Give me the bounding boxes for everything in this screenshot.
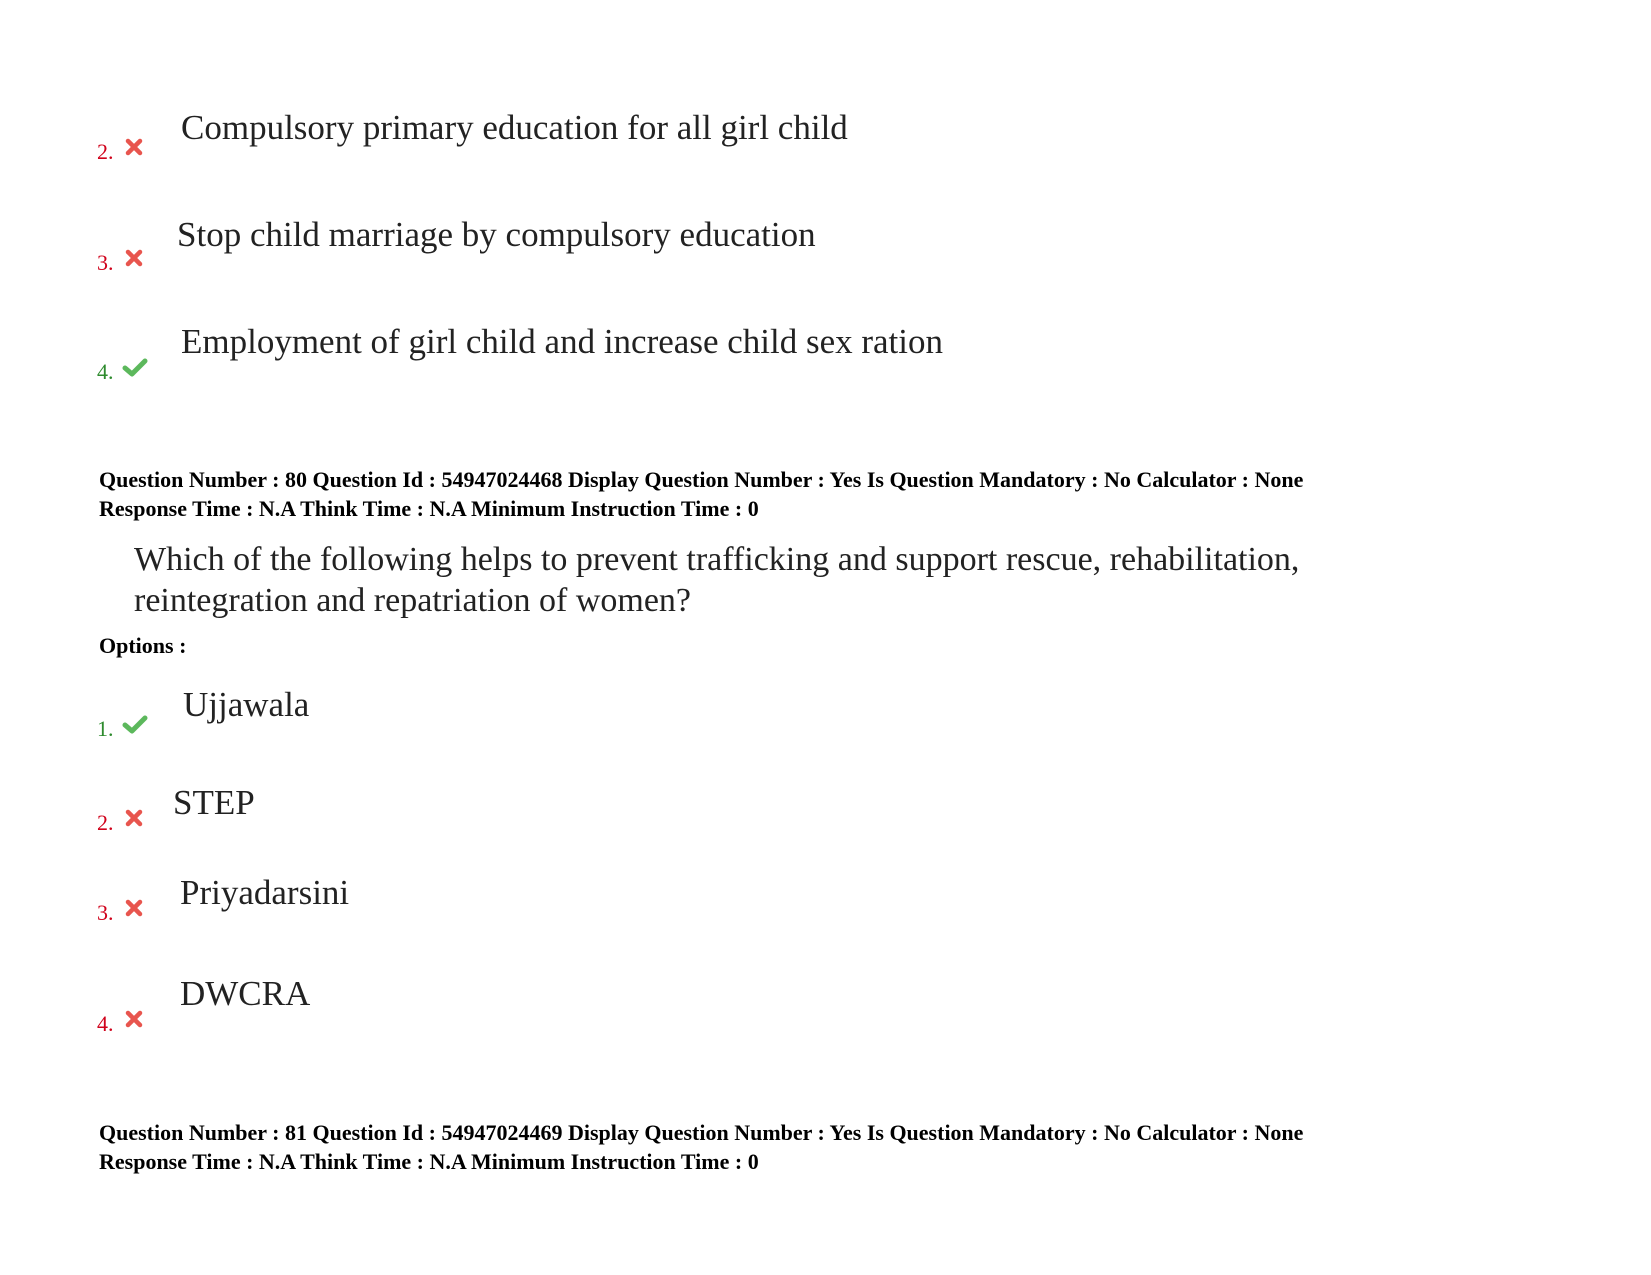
option-text: Stop child marriage by compulsory education [177, 215, 816, 254]
option-number: 3. [97, 250, 114, 275]
option-text: Priyadarsini [180, 873, 350, 912]
check-icon [122, 713, 148, 735]
question-meta-line1: Question Number : 80 Question Id : 54947024468 Display Question Number : Yes Is Question Mandatory : No Calculator : None [99, 467, 1304, 492]
question-meta-line2: Response Time : N.A Think Time : N.A Minimum Instruction Time : 0 [99, 1149, 759, 1174]
option-number: 4. [97, 359, 114, 384]
option-number: 4. [97, 1011, 114, 1036]
option-text: Employment of girl child and increase child sex ration [181, 322, 944, 361]
question-meta-line2: Response Time : N.A Think Time : N.A Minimum Instruction Time : 0 [99, 496, 759, 521]
question-meta-line1: Question Number : 81 Question Id : 54947024469 Display Question Number : Yes Is Question Mandatory : No Calculator : None [99, 1120, 1304, 1145]
option-text: STEP [173, 783, 255, 822]
option-text: Compulsory primary education for all girl child [181, 108, 848, 147]
cross-icon [123, 247, 145, 269]
options-label: Options : [99, 633, 187, 658]
option-number: 1. [97, 716, 114, 741]
option-text: DWCRA [180, 974, 311, 1013]
cross-icon [123, 807, 145, 829]
check-icon [122, 356, 148, 378]
cross-icon [123, 897, 145, 919]
option-number: 2. [97, 810, 114, 835]
option-text: Ujjawala [183, 685, 310, 724]
option-number: 2. [97, 139, 114, 164]
cross-icon [123, 1008, 145, 1030]
question-text: Which of the following helps to prevent trafficking and support rescue, rehabilitation, reintegration and repatriation of women? [134, 541, 1300, 619]
cross-icon [123, 136, 145, 158]
option-number: 3. [97, 900, 114, 925]
